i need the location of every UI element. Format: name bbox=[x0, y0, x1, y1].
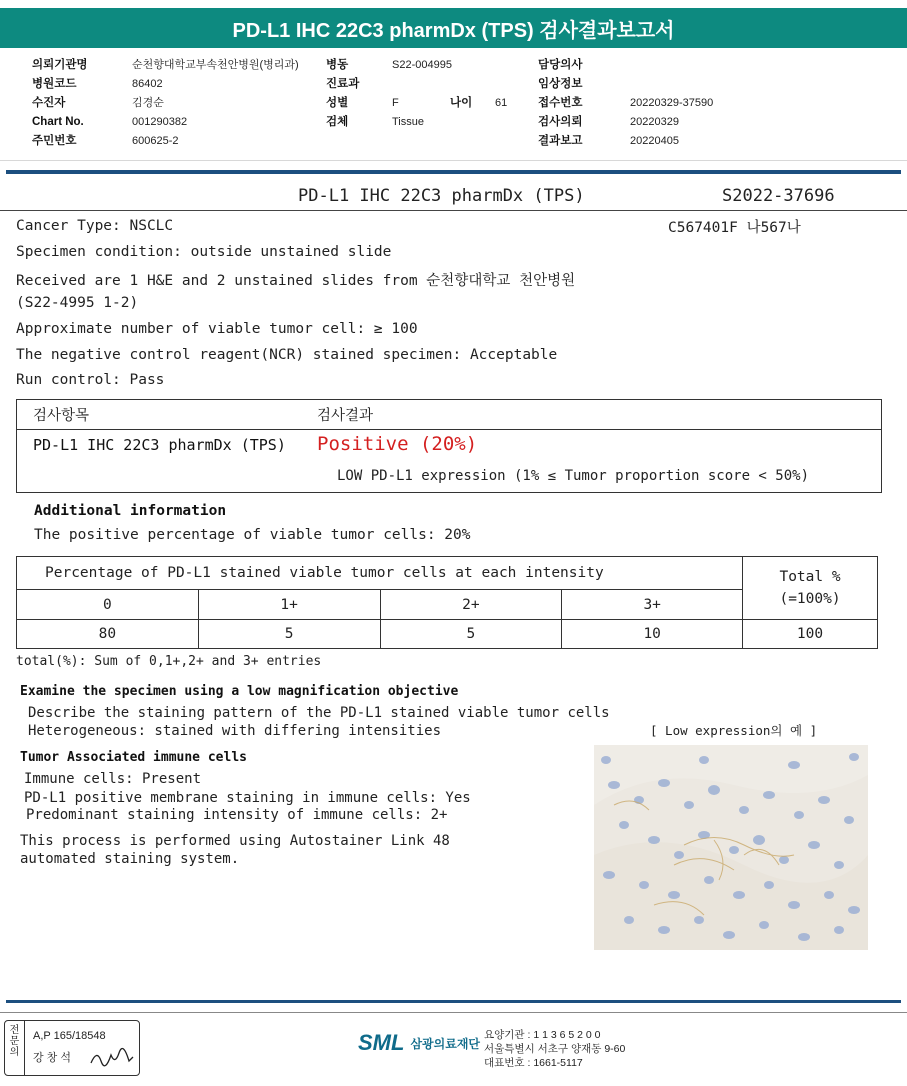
organization-logo bbox=[358, 1030, 480, 1056]
intensity-table bbox=[16, 556, 878, 649]
value-cell: 80 bbox=[17, 620, 199, 649]
specimen-condition: Specimen condition: outside unstained slide bbox=[16, 244, 392, 260]
age-value: 61 bbox=[495, 97, 508, 109]
examine-line: Heterogeneous: stained with differing intensities bbox=[28, 723, 442, 739]
process-line: This process is performed using Autostainer Link 48 bbox=[20, 833, 450, 849]
report-number: S2022-37696 bbox=[722, 186, 835, 206]
label: 진료과 bbox=[326, 78, 360, 90]
table-note: total(%): Sum of 0,1+,2+ and 3+ entries bbox=[16, 654, 322, 669]
cancer-type: Cancer Type: NSCLC bbox=[16, 218, 174, 234]
value: 20220405 bbox=[630, 135, 679, 147]
examine-line: Describe the staining pattern of the PD-L1 stained viable tumor cells bbox=[28, 705, 610, 721]
col-header-result: 검사결과 bbox=[317, 408, 374, 424]
value: 20220329-37590 bbox=[630, 97, 714, 109]
immune-line: Immune cells: Present bbox=[24, 771, 202, 787]
value: 001290382 bbox=[132, 116, 188, 128]
value: S22-004995 bbox=[392, 59, 452, 71]
result-interpretation: LOW PD-L1 expression (1% ≤ Tumor proportion score < 50%) bbox=[337, 468, 810, 484]
value: 600625-2 bbox=[132, 135, 179, 147]
image-caption: [ Low expression의 예 ] bbox=[650, 723, 818, 738]
label: 병원코드 bbox=[32, 78, 77, 90]
level-cell: 3+ bbox=[562, 590, 743, 620]
received-slides: Received are 1 H&E and 2 unstained slides from 순천향대학교 천안병원 bbox=[16, 273, 576, 289]
level-cell: 1+ bbox=[198, 590, 380, 620]
label: 담당의사 bbox=[538, 59, 583, 71]
label: 성별 bbox=[326, 97, 349, 109]
label: 접수번호 bbox=[538, 97, 583, 109]
value bbox=[630, 56, 713, 75]
divider bbox=[0, 1012, 907, 1013]
age-label: 나이 bbox=[450, 97, 473, 109]
micrograph-image bbox=[594, 745, 868, 950]
immune-heading: Tumor Associated immune cells bbox=[20, 750, 247, 765]
label: 임상정보 bbox=[538, 78, 583, 90]
result-item: PD-L1 IHC 22C3 pharmDx (TPS) bbox=[33, 436, 286, 454]
value-cell: 5 bbox=[198, 620, 380, 649]
label: 검체 bbox=[326, 116, 349, 128]
intensity-header: Percentage of PD-L1 stained viable tumor cells at each intensity bbox=[17, 557, 743, 590]
agency-number: 요양기관 : 1 1 3 6 5 2 0 0 bbox=[484, 1029, 601, 1041]
immune-line: Predominant staining intensity of immune cells: 2+ bbox=[26, 807, 448, 823]
organization-info bbox=[484, 1028, 625, 1070]
label: 검사의뢰 bbox=[538, 116, 583, 128]
value: 86402 bbox=[132, 78, 163, 90]
value: F bbox=[392, 97, 399, 109]
value bbox=[630, 75, 713, 94]
label: 주민번호 bbox=[32, 135, 77, 147]
negative-control: The negative control reagent(NCR) stained specimen: Acceptable bbox=[16, 347, 558, 363]
total-header-line2: (=100%) bbox=[779, 591, 841, 607]
divider bbox=[6, 1000, 901, 1003]
result-positive: Positive (20%) bbox=[317, 433, 478, 455]
label: 병동 bbox=[326, 59, 349, 71]
additional-heading: Additional information bbox=[34, 503, 227, 519]
doctor-name: 강 창 석 bbox=[33, 1052, 71, 1064]
report-title: PD-L1 IHC 22C3 pharmDx (TPS) 검사결과보고서 bbox=[0, 8, 907, 48]
immune-line: PD-L1 positive membrane staining in immune cells: Yes bbox=[24, 790, 471, 806]
stamp-label: 전문의 bbox=[5, 1021, 25, 1075]
examine-heading: Examine the specimen using a low magnification objective bbox=[20, 684, 459, 699]
value-cell: 10 bbox=[562, 620, 743, 649]
process-line: automated staining system. bbox=[20, 851, 240, 867]
col-header-item: 검사항목 bbox=[33, 408, 90, 424]
label: 의뢰기관명 bbox=[32, 59, 88, 71]
value: 20220329 bbox=[630, 116, 679, 128]
sml-logo-mark: SML bbox=[358, 1030, 405, 1055]
received-reference: (S22-4995 1-2) bbox=[16, 295, 139, 311]
value: 순천향대학교부속천안병원(병리과) bbox=[132, 59, 299, 71]
label: Chart No. bbox=[32, 116, 84, 128]
label: 수진자 bbox=[32, 97, 66, 109]
divider bbox=[0, 160, 907, 161]
address: 서울특별시 서초구 양재동 9-60 bbox=[484, 1043, 626, 1055]
additional-text: The positive percentage of viable tumor cells: 20% bbox=[34, 527, 471, 543]
value bbox=[392, 75, 452, 94]
organization-name: 삼광의료재단 bbox=[410, 1036, 481, 1051]
specimen-code: C567401F 나567나 bbox=[668, 220, 801, 236]
signature-icon bbox=[89, 1045, 135, 1069]
divider bbox=[0, 210, 907, 211]
total-header bbox=[743, 557, 878, 620]
test-name-heading: PD-L1 IHC 22C3 pharmDx (TPS) bbox=[298, 186, 585, 206]
divider bbox=[6, 170, 901, 174]
run-control: Run control: Pass bbox=[16, 372, 165, 388]
level-cell: 2+ bbox=[380, 590, 562, 620]
micrograph-svg bbox=[594, 745, 868, 950]
value-cell: 5 bbox=[380, 620, 562, 649]
value: 김경순 bbox=[132, 97, 164, 109]
value: Tissue bbox=[392, 116, 424, 128]
total-header-line1: Total % bbox=[779, 569, 841, 585]
label: 결과보고 bbox=[538, 135, 583, 147]
viable-tumor-cells: Approximate number of viable tumor cell: ≥ 100 bbox=[16, 321, 418, 337]
document-number: A,P 165/18548 bbox=[33, 1030, 106, 1042]
result-box bbox=[16, 399, 882, 493]
phone-number: 대표번호 : 1661-5117 bbox=[484, 1057, 583, 1069]
total-cell: 100 bbox=[743, 620, 878, 649]
level-cell: 0 bbox=[17, 590, 199, 620]
signature-box bbox=[4, 1020, 140, 1076]
